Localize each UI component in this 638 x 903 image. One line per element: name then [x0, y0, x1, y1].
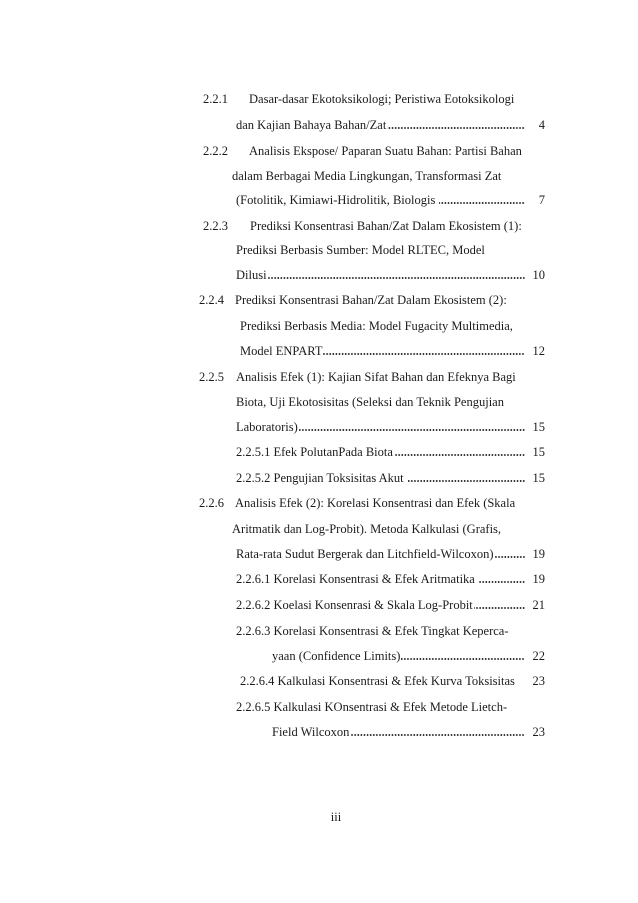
toc-entry-number: 2.2.5.1 [236, 445, 271, 459]
dot-leader [323, 353, 525, 355]
toc-page-number: 19 [532, 547, 545, 561]
toc-entry-title-line: Biota, Uji Ekotosisitas (Seleksi dan Teknik Pengujian [236, 395, 504, 409]
toc-leader-row [236, 546, 545, 562]
toc-entry-number: 2.2.6.4 [240, 674, 275, 688]
dot-leader [401, 658, 525, 660]
toc-entry-title-line: Rata-rata Sudut Bergerak dan Litchfield-Wilcoxon) [236, 547, 494, 561]
dot-leader [495, 556, 525, 558]
toc-page-number: 15 [532, 471, 545, 485]
toc-entry-title-line: Dilusi [236, 268, 267, 282]
dot-leader [350, 734, 525, 736]
toc-entry-title-line: yaan (Confidence Limits) [272, 649, 401, 663]
toc-leader-row [236, 444, 545, 460]
toc-entry-title-line: Efek PolutanPada Biota [273, 445, 393, 459]
dot-leader [394, 454, 525, 456]
page-footer-number: iii [330, 810, 342, 824]
toc-page-number: 23 [532, 725, 545, 739]
toc-entry-title-line: Prediksi Konsentrasi Bahan/Zat Dalam Ekosistem (1): [250, 219, 522, 233]
toc-page-number: 12 [532, 344, 545, 358]
toc-entry-number: 2.2.4 [199, 293, 224, 307]
toc-entry-title-line: Korelasi Konsentrasi & Efek Tingkat Keperca- [273, 624, 509, 638]
toc-leader-row [272, 724, 545, 740]
dot-leader [299, 429, 525, 431]
leader-spacer [515, 683, 525, 685]
toc-entry-title-line: Kalkulasi Konsentrasi & Efek Kurva Toksisitas [277, 674, 515, 688]
dot-leader [387, 127, 525, 129]
toc-entry-title-line: Model ENPART [240, 344, 323, 358]
toc-entry-title-line: Prediksi Berbasis Media: Model Fugacity Multimedia, [240, 319, 513, 333]
toc-entry-title-line: Prediksi Konsentrasi Bahan/Zat Dalam Ekosistem (2): [235, 293, 507, 307]
toc-leader-row [240, 673, 545, 689]
toc-leader-row [236, 597, 545, 613]
toc-entry-number: 2.2.3 [203, 219, 228, 233]
dot-leader [474, 607, 525, 609]
toc-leader-row [236, 117, 545, 133]
toc-entry-title-line: Dasar-dasar Ekotoksikologi; Peristiwa Eotoksikologi [249, 92, 515, 106]
toc-page-number: 19 [532, 572, 545, 586]
toc-entry-number: 2.2.2 [203, 144, 228, 158]
toc-page-number: 23 [532, 674, 545, 688]
toc-entry-number: 2.2.1 [203, 92, 228, 106]
toc-entry-title-line: Analisis Efek (2): Korelasi Konsentrasi dan Efek (Skala [235, 496, 516, 510]
toc-entry-title-line: dan Kajian Bahaya Bahan/Zat [236, 118, 387, 132]
toc-entry-number: 2.2.6.2 [236, 598, 271, 612]
toc-page-number: 10 [532, 268, 545, 282]
dot-leader [268, 277, 525, 279]
toc-entry-title-line: dalam Berbagai Media Lingkungan, Transformasi Zat [232, 169, 502, 183]
toc-leader-row [272, 648, 545, 664]
toc-entry-number: 2.2.6.1 [236, 572, 271, 586]
toc-entry-number: 2.2.5 [199, 370, 224, 384]
toc-leader-row [236, 419, 545, 435]
toc-page-number: 22 [532, 649, 545, 663]
toc-entry-title-line: Analisis Ekspose/ Paparan Suatu Bahan: Partisi Bahan [249, 144, 522, 158]
toc-entry-title-line: Aritmatik dan Log-Probit). Metoda Kalkulasi (Grafis, [232, 522, 502, 536]
toc-title-row [236, 623, 509, 639]
toc-leader-row [240, 343, 545, 359]
toc-title-row [236, 699, 507, 715]
toc-entry-title-line: Field Wilcoxon [272, 725, 350, 739]
toc-entry-number: 2.2.5.2 [236, 471, 271, 485]
dot-leader [479, 581, 525, 583]
toc-page-number: 15 [532, 420, 545, 434]
toc-leader-row [236, 470, 545, 486]
toc-leader-row [236, 267, 545, 283]
toc-entry-title-line: Laboratoris) [236, 420, 298, 434]
toc-entry-title-line: Koelasi Konsenrasi & Skala Log-Probit [273, 598, 473, 612]
toc-entry-number: 2.2.6 [199, 496, 224, 510]
toc-page-number: 7 [538, 193, 545, 207]
toc-page-number: 4 [538, 118, 545, 132]
dot-leader [439, 202, 525, 204]
toc-entry-title-line: Analisis Efek (1): Kajian Sifat Bahan dan Efeknya Bagi [236, 370, 516, 384]
toc-entry-number: 2.2.6.5 [236, 700, 271, 714]
toc-page-number: 15 [532, 445, 545, 459]
toc-entry-title-line: (Fotolitik, Kimiawi-Hidrolitik, Biologis [236, 193, 436, 207]
toc-entry-title-line: Prediksi Berbasis Sumber: Model RLTEC, Model [236, 243, 485, 257]
toc-entry-title-line: Korelasi Konsentrasi & Efek Aritmatika [273, 572, 475, 586]
toc-page-number: 21 [532, 598, 545, 612]
toc-entry-title-line: Pengujian Toksisitas Akut [273, 471, 404, 485]
dot-leader [408, 480, 525, 482]
toc-entry-title-line: Kalkulasi KOnsentrasi & Efek Metode Lietch- [273, 700, 508, 714]
toc-entry-number: 2.2.6.3 [236, 624, 271, 638]
toc-leader-row [236, 571, 545, 587]
toc-leader-row [236, 192, 545, 208]
